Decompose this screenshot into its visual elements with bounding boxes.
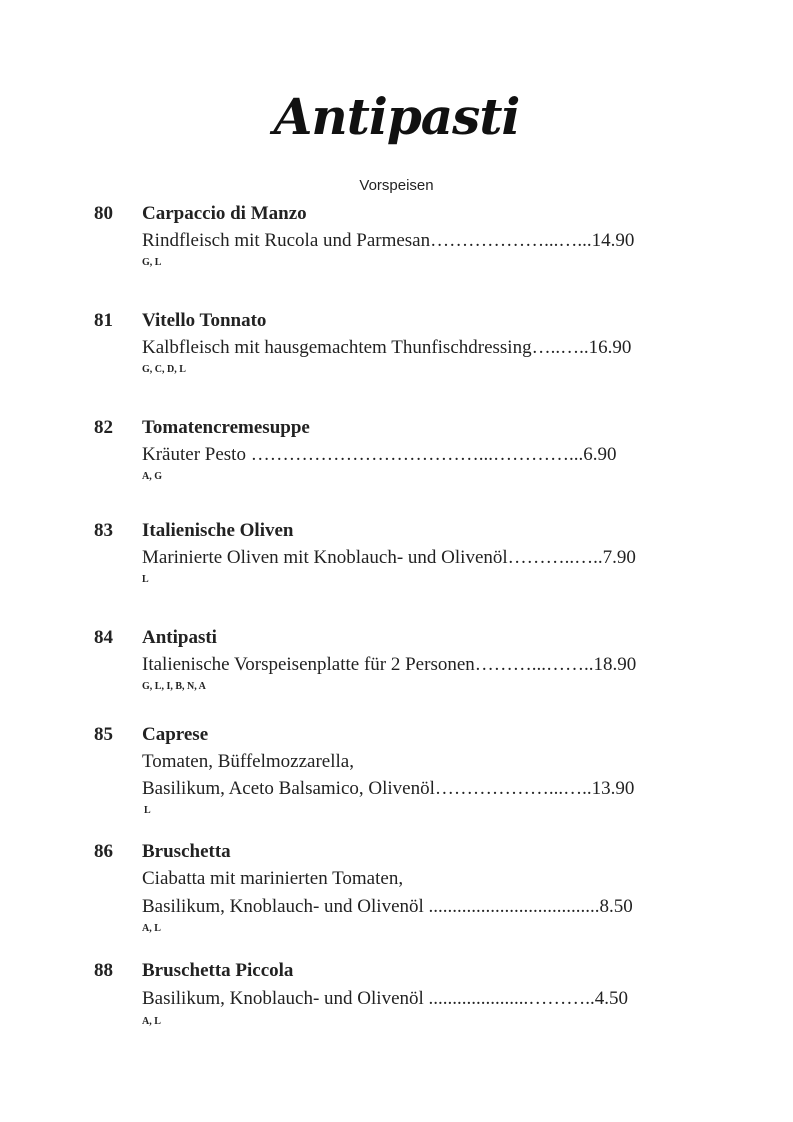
item-number: 88 [94, 960, 113, 981]
item-number: 81 [94, 310, 113, 331]
item-description: Basilikum, Knoblauch- und Olivenöl ....................................8.50 [142, 896, 633, 917]
item-name: Bruschetta Piccola [142, 960, 294, 981]
item-name: Tomatencremesuppe [142, 417, 310, 438]
menu-item [0, 415, 793, 485]
item-description: Basilikum, Aceto Balsamico, Olivenöl………………...…..13.90 [142, 778, 635, 799]
item-number: 85 [94, 724, 113, 745]
item-description: Marinierte Oliven mit Knoblauch- und Olivenöl………..…..7.90 [142, 547, 636, 568]
item-allergens: G, L, I, B, N, A [142, 681, 206, 692]
page-title: Antipasti [273, 87, 520, 146]
item-description: Ciabatta mit marinierten Tomaten, [142, 868, 404, 889]
item-number: 86 [94, 841, 113, 862]
menu-item [0, 625, 793, 695]
menu-item [0, 958, 793, 1033]
item-number: 84 [94, 627, 113, 648]
item-description: Kräuter Pesto ………………………………...…………...6.90 [142, 444, 617, 465]
item-allergens: A, L [142, 923, 161, 934]
item-description: Kalbfleisch mit hausgemachtem Thunfischdressing…..…..16.90 [142, 337, 632, 358]
item-number: 80 [94, 203, 113, 224]
item-name: Antipasti [142, 627, 217, 648]
item-name: Caprese [142, 724, 209, 745]
item-allergens: A, G [142, 471, 162, 482]
menu-item [0, 839, 793, 939]
item-description: Basilikum, Knoblauch- und Olivenöl .....................………..4.50 [142, 988, 629, 1009]
item-description: Rindfleisch mit Rucola und Parmesan………………...…...14.90 [142, 230, 635, 251]
menu-item [0, 201, 793, 271]
item-allergens: A, L [142, 1016, 161, 1027]
item-name: Vitello Tonnato [142, 310, 267, 331]
menu-item [0, 722, 793, 822]
menu-item [0, 518, 793, 588]
item-description: Italienische Vorspeisenplatte für 2 Personen………...……..18.90 [142, 654, 637, 675]
item-name: Carpaccio di Manzo [142, 203, 307, 224]
item-allergens: G, L [142, 257, 162, 268]
menu-item [0, 308, 793, 378]
item-allergens: L [142, 574, 149, 585]
item-number: 83 [94, 520, 113, 541]
item-name: Italienische Oliven [142, 520, 294, 541]
item-allergens: G, C, D, L [142, 364, 186, 375]
item-name: Bruschetta [142, 841, 231, 862]
item-number: 82 [94, 417, 113, 438]
page-subtitle: Vorspeisen [359, 177, 434, 194]
item-description: Tomaten, Büffelmozzarella, [142, 751, 354, 772]
item-allergens: L [144, 805, 151, 816]
